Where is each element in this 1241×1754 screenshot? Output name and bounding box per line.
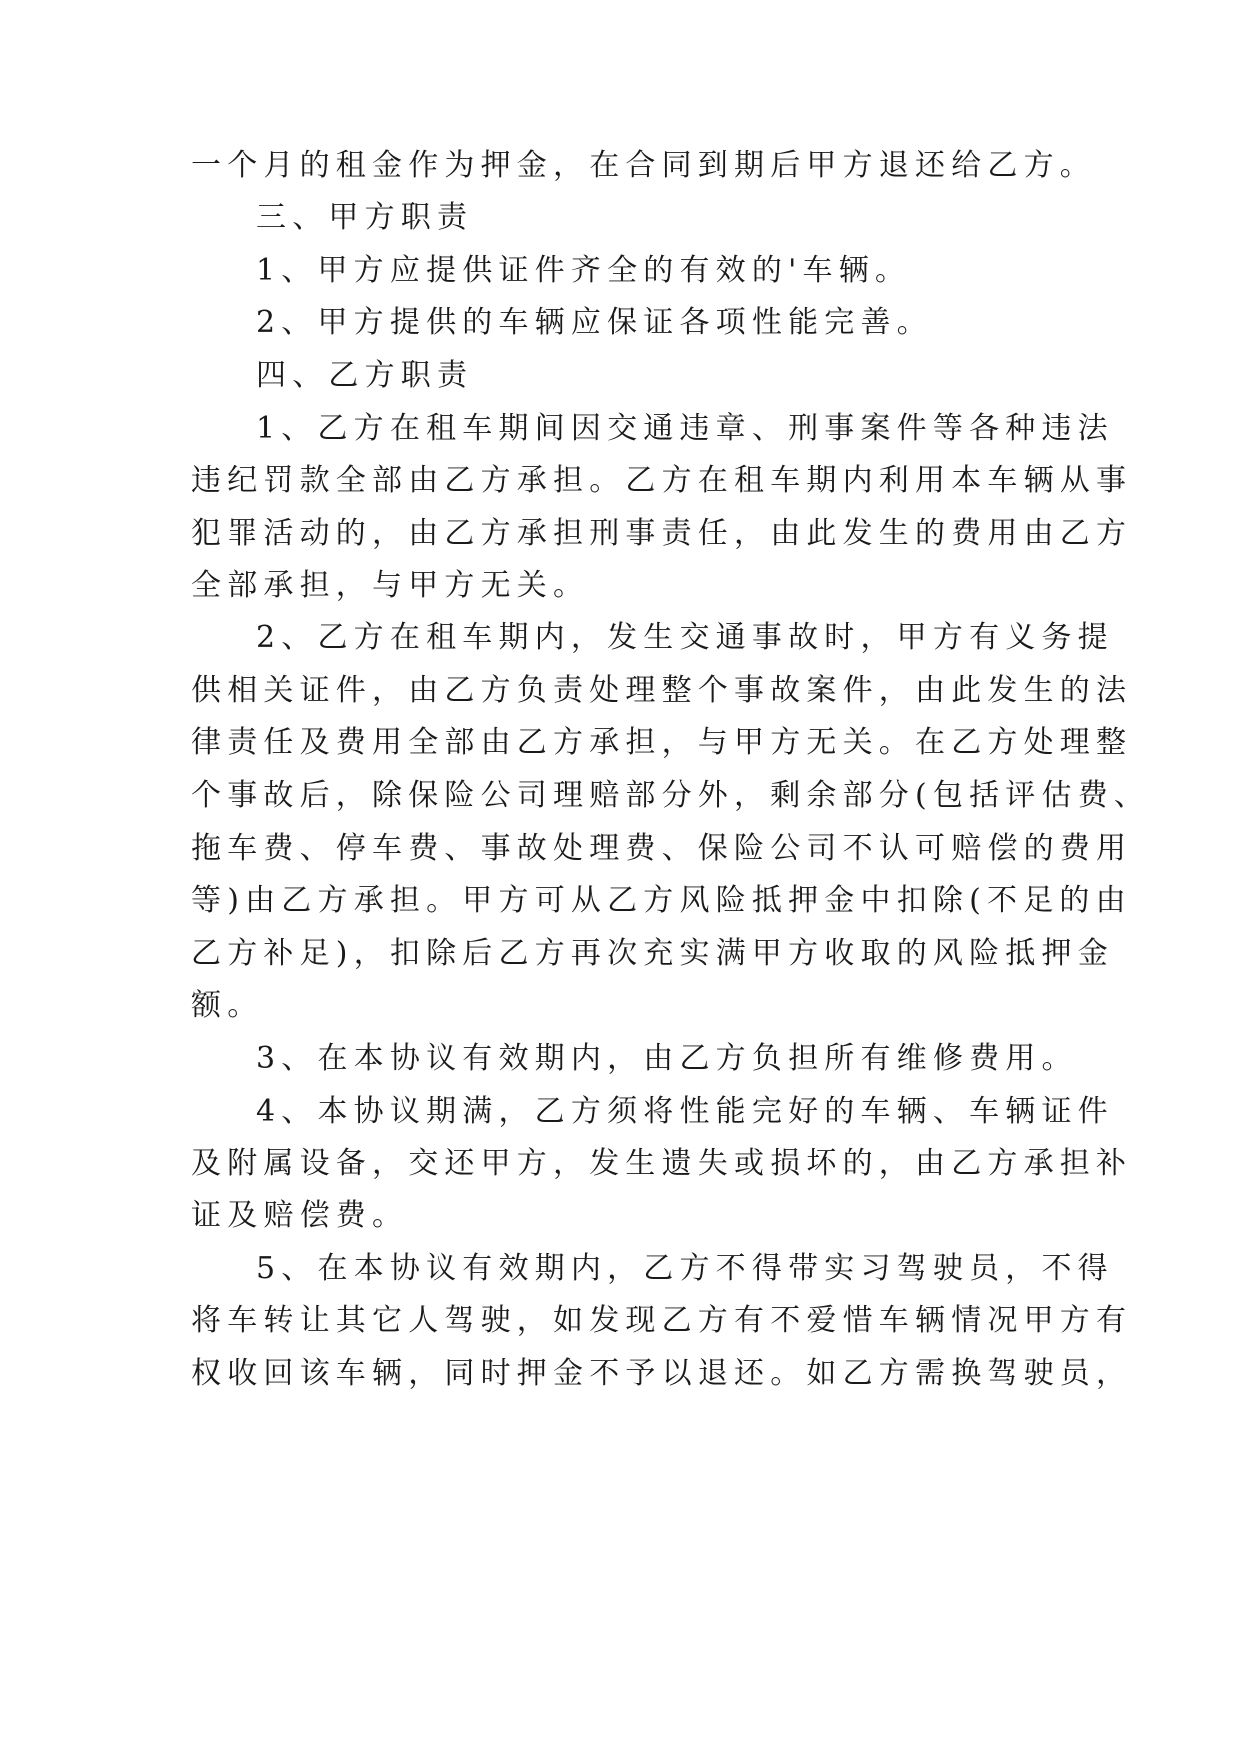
- paragraph-line: 犯罪活动的，由乙方承担刑事责任，由此发生的费用由乙方: [191, 516, 1133, 551]
- paragraph-line: 全部承担，与甲方无关。: [191, 568, 590, 603]
- paragraph-line: 额。: [191, 988, 264, 1023]
- section-heading: 三、甲方职责: [256, 200, 474, 235]
- paragraph-line: 2、乙方在租车期内，发生交通事故时，甲方有义务提: [256, 620, 1114, 655]
- paragraph-line: 一个月的租金作为押金，在合同到期后甲方退还给乙方。: [191, 148, 1096, 183]
- paragraph-line: 供相关证件，由乙方负责处理整个事故案件，由此发生的法: [191, 673, 1133, 708]
- paragraph-line: 5、在本协议有效期内，乙方不得带实习驾驶员，不得: [256, 1251, 1114, 1286]
- paragraph-line: 4、本协议期满，乙方须将性能完好的车辆、车辆证件: [256, 1094, 1114, 1129]
- section-heading: 四、乙方职责: [256, 358, 474, 393]
- paragraph-line: 1、甲方应提供证件齐全的有效的'车辆。: [256, 253, 912, 288]
- paragraph-line: 3、在本协议有效期内，由乙方负担所有维修费用。: [256, 1041, 1078, 1076]
- paragraph-line: 将车转让其它人驾驶，如发现乙方有不爱惜车辆情况甲方有: [191, 1303, 1133, 1338]
- paragraph-line: 权收回该车辆，同时押金不予以退还。如乙方需换驾驶员，: [191, 1356, 1133, 1391]
- paragraph-line: 及附属设备，交还甲方，发生遗失或损坏的，由乙方承担补: [191, 1146, 1133, 1181]
- paragraph-line: 个事故后，除保险公司理赔部分外，剩余部分(包括评估费、: [191, 778, 1151, 813]
- paragraph-line: 1、乙方在租车期间因交通违章、刑事案件等各种违法: [256, 411, 1114, 446]
- paragraph-line: 乙方补足)，扣除后乙方再次充实满甲方收取的风险抵押金: [191, 936, 1114, 971]
- paragraph-line: 违纪罚款全部由乙方承担。乙方在租车期内利用本车辆从事: [191, 463, 1133, 498]
- paragraph-line: 等)由乙方承担。甲方可从乙方风险抵押金中扣除(不足的由: [191, 883, 1132, 918]
- paragraph-line: 拖车费、停车费、事故处理费、保险公司不认可赔偿的费用: [191, 831, 1133, 866]
- paragraph-line: 2、甲方提供的车辆应保证各项性能完善。: [256, 305, 933, 340]
- paragraph-line: 证及赔偿费。: [191, 1198, 409, 1233]
- paragraph-line: 律责任及费用全部由乙方承担，与甲方无关。在乙方处理整: [191, 725, 1133, 760]
